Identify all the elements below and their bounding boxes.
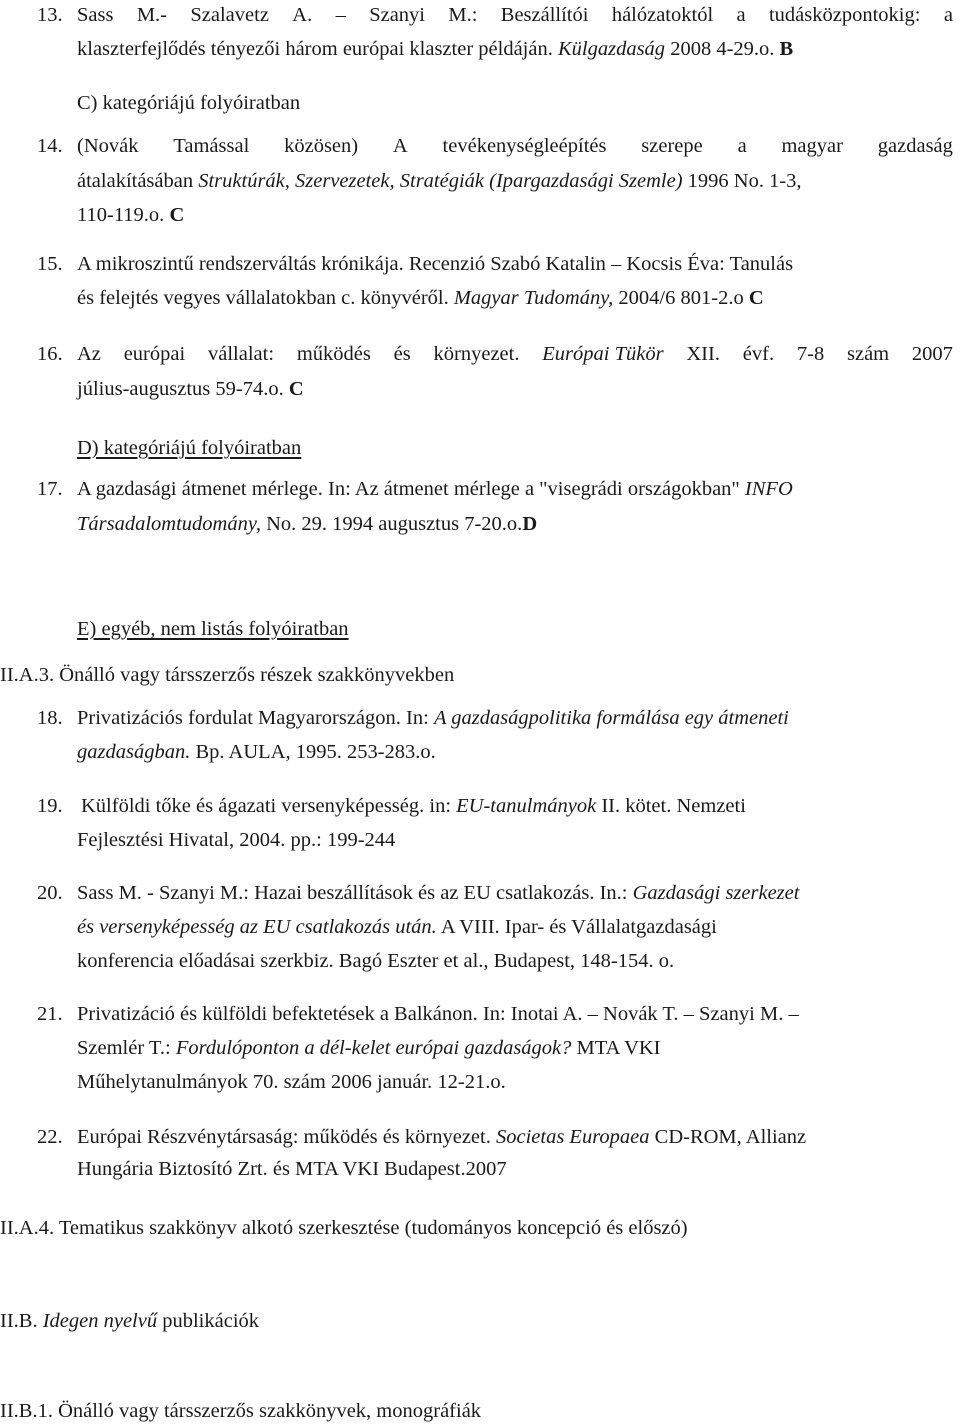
entry-number: 18. bbox=[37, 707, 63, 729]
section-heading-ii-a-4: II.A.4. Tematikus szakkönyv alkotó szerkesztése (tudományos koncepció és előszó) bbox=[0, 1217, 688, 1239]
entry-line: Az európai vállalat: működés és környezet. Európai Tükör XII. évf. 7-8 szám 2007 bbox=[77, 343, 953, 365]
entry-line: Európai Részvénytársaság: működés és környezet. Societas Europaea CD-ROM, Allianz bbox=[77, 1126, 807, 1148]
entry-line: A mikroszintű rendszerváltás krónikája. Recenzió Szabó Katalin – Kocsis Éva: Tanulás bbox=[77, 253, 794, 275]
entry-line: és felejtés vegyes vállalatokban c. könyvéről. Magyar Tudomány, 2004/6 801-2.o C bbox=[77, 287, 764, 309]
entry-line: Sass M. - Szanyi M.: Hazai beszállítások és az EU csatlakozás. In.: Gazdasági szerkezet bbox=[77, 882, 800, 904]
entry-number: 15. bbox=[37, 253, 63, 275]
entry-number: 21. bbox=[37, 1003, 63, 1025]
entry-line: Műhelytanulmányok 70. szám 2006 január. 12-21.o. bbox=[77, 1071, 506, 1093]
entry-line: Fejlesztési Hivatal, 2004. pp.: 199-244 bbox=[77, 829, 396, 851]
section-heading-ii-a-3: II.A.3. Önálló vagy társszerzős részek szakkönyvekben bbox=[0, 664, 455, 686]
entry-line: (Novák Tamással közösen) A tevékenységleépítés szerepe a magyar gazdaság bbox=[77, 135, 953, 157]
entry-line: A gazdasági átmenet mérlege. In: Az átmenet mérlege a "visegrádi országokban" INFO bbox=[77, 478, 793, 500]
section-heading-c: C) kategóriájú folyóiratban bbox=[77, 92, 301, 114]
entry-number: 16. bbox=[37, 343, 63, 365]
entry-line: Hungária Biztosító Zrt. és MTA VKI Budapest.2007 bbox=[77, 1158, 507, 1180]
entry-number: 22. bbox=[37, 1126, 63, 1148]
entry-line: klaszterfejlődés tényezői három európai klaszter példáján. Külgazdaság 2008 4-29.o. B bbox=[77, 38, 794, 60]
entry-number: 14. bbox=[37, 135, 63, 157]
entry-line: gazdaságban. Bp. AULA, 1995. 253-283.o. bbox=[77, 741, 436, 763]
entry-line: Társadalomtudomány, No. 29. 1994 augusztus 7-20.o.D bbox=[77, 513, 538, 535]
entry-line: átalakításában Struktúrák, Szervezetek, Stratégiák (Ipargazdasági Szemle) 1996 No. 1-3, bbox=[77, 170, 802, 192]
entry-line: konferencia előadásai szerkbiz. Bagó Eszter et al., Budapest, 148-154. o. bbox=[77, 950, 675, 972]
section-heading-ii-b-1: II.B.1. Önálló vagy társszerzős szakkönyvek, monográfiák bbox=[0, 1400, 482, 1422]
section-heading-ii-b: II.B. Idegen nyelvű publikációk bbox=[0, 1310, 260, 1332]
entry-number: 17. bbox=[37, 478, 63, 500]
entry-line: Privatizációs fordulat Magyarországon. In: A gazdaságpolitika formálása egy átmeneti bbox=[77, 707, 789, 729]
entry-line: Külföldi tőke és ágazati versenyképesség. in: EU-tanulmányok II. kötet. Nemzeti bbox=[81, 795, 746, 817]
entry-number: 13. bbox=[37, 4, 63, 26]
entry-number: 20. bbox=[37, 882, 63, 904]
entry-line: Privatizáció és külföldi befektetések a Balkánon. In: Inotai A. – Novák T. – Szanyi M. – bbox=[77, 1003, 799, 1025]
entry-line: és versenyképesség az EU csatlakozás után. A VIII. Ipar- és Vállalatgazdasági bbox=[77, 916, 717, 938]
entry-line: 110-119.o. C bbox=[77, 204, 185, 226]
entry-line: július-augusztus 59-74.o. C bbox=[77, 378, 304, 400]
section-heading-e: E) egyéb, nem listás folyóiratban bbox=[77, 618, 349, 640]
entry-line: Szemlér T.: Fordulóponton a dél-kelet európai gazdaságok? MTA VKI bbox=[77, 1037, 661, 1059]
section-heading-d: D) kategóriájú folyóiratban bbox=[77, 437, 302, 459]
entry-number: 19. bbox=[37, 795, 63, 817]
entry-line: Sass M.- Szalavetz A. – Szanyi M.: Beszállítói hálózatoktól a tudásközpontokig: a bbox=[77, 4, 953, 26]
